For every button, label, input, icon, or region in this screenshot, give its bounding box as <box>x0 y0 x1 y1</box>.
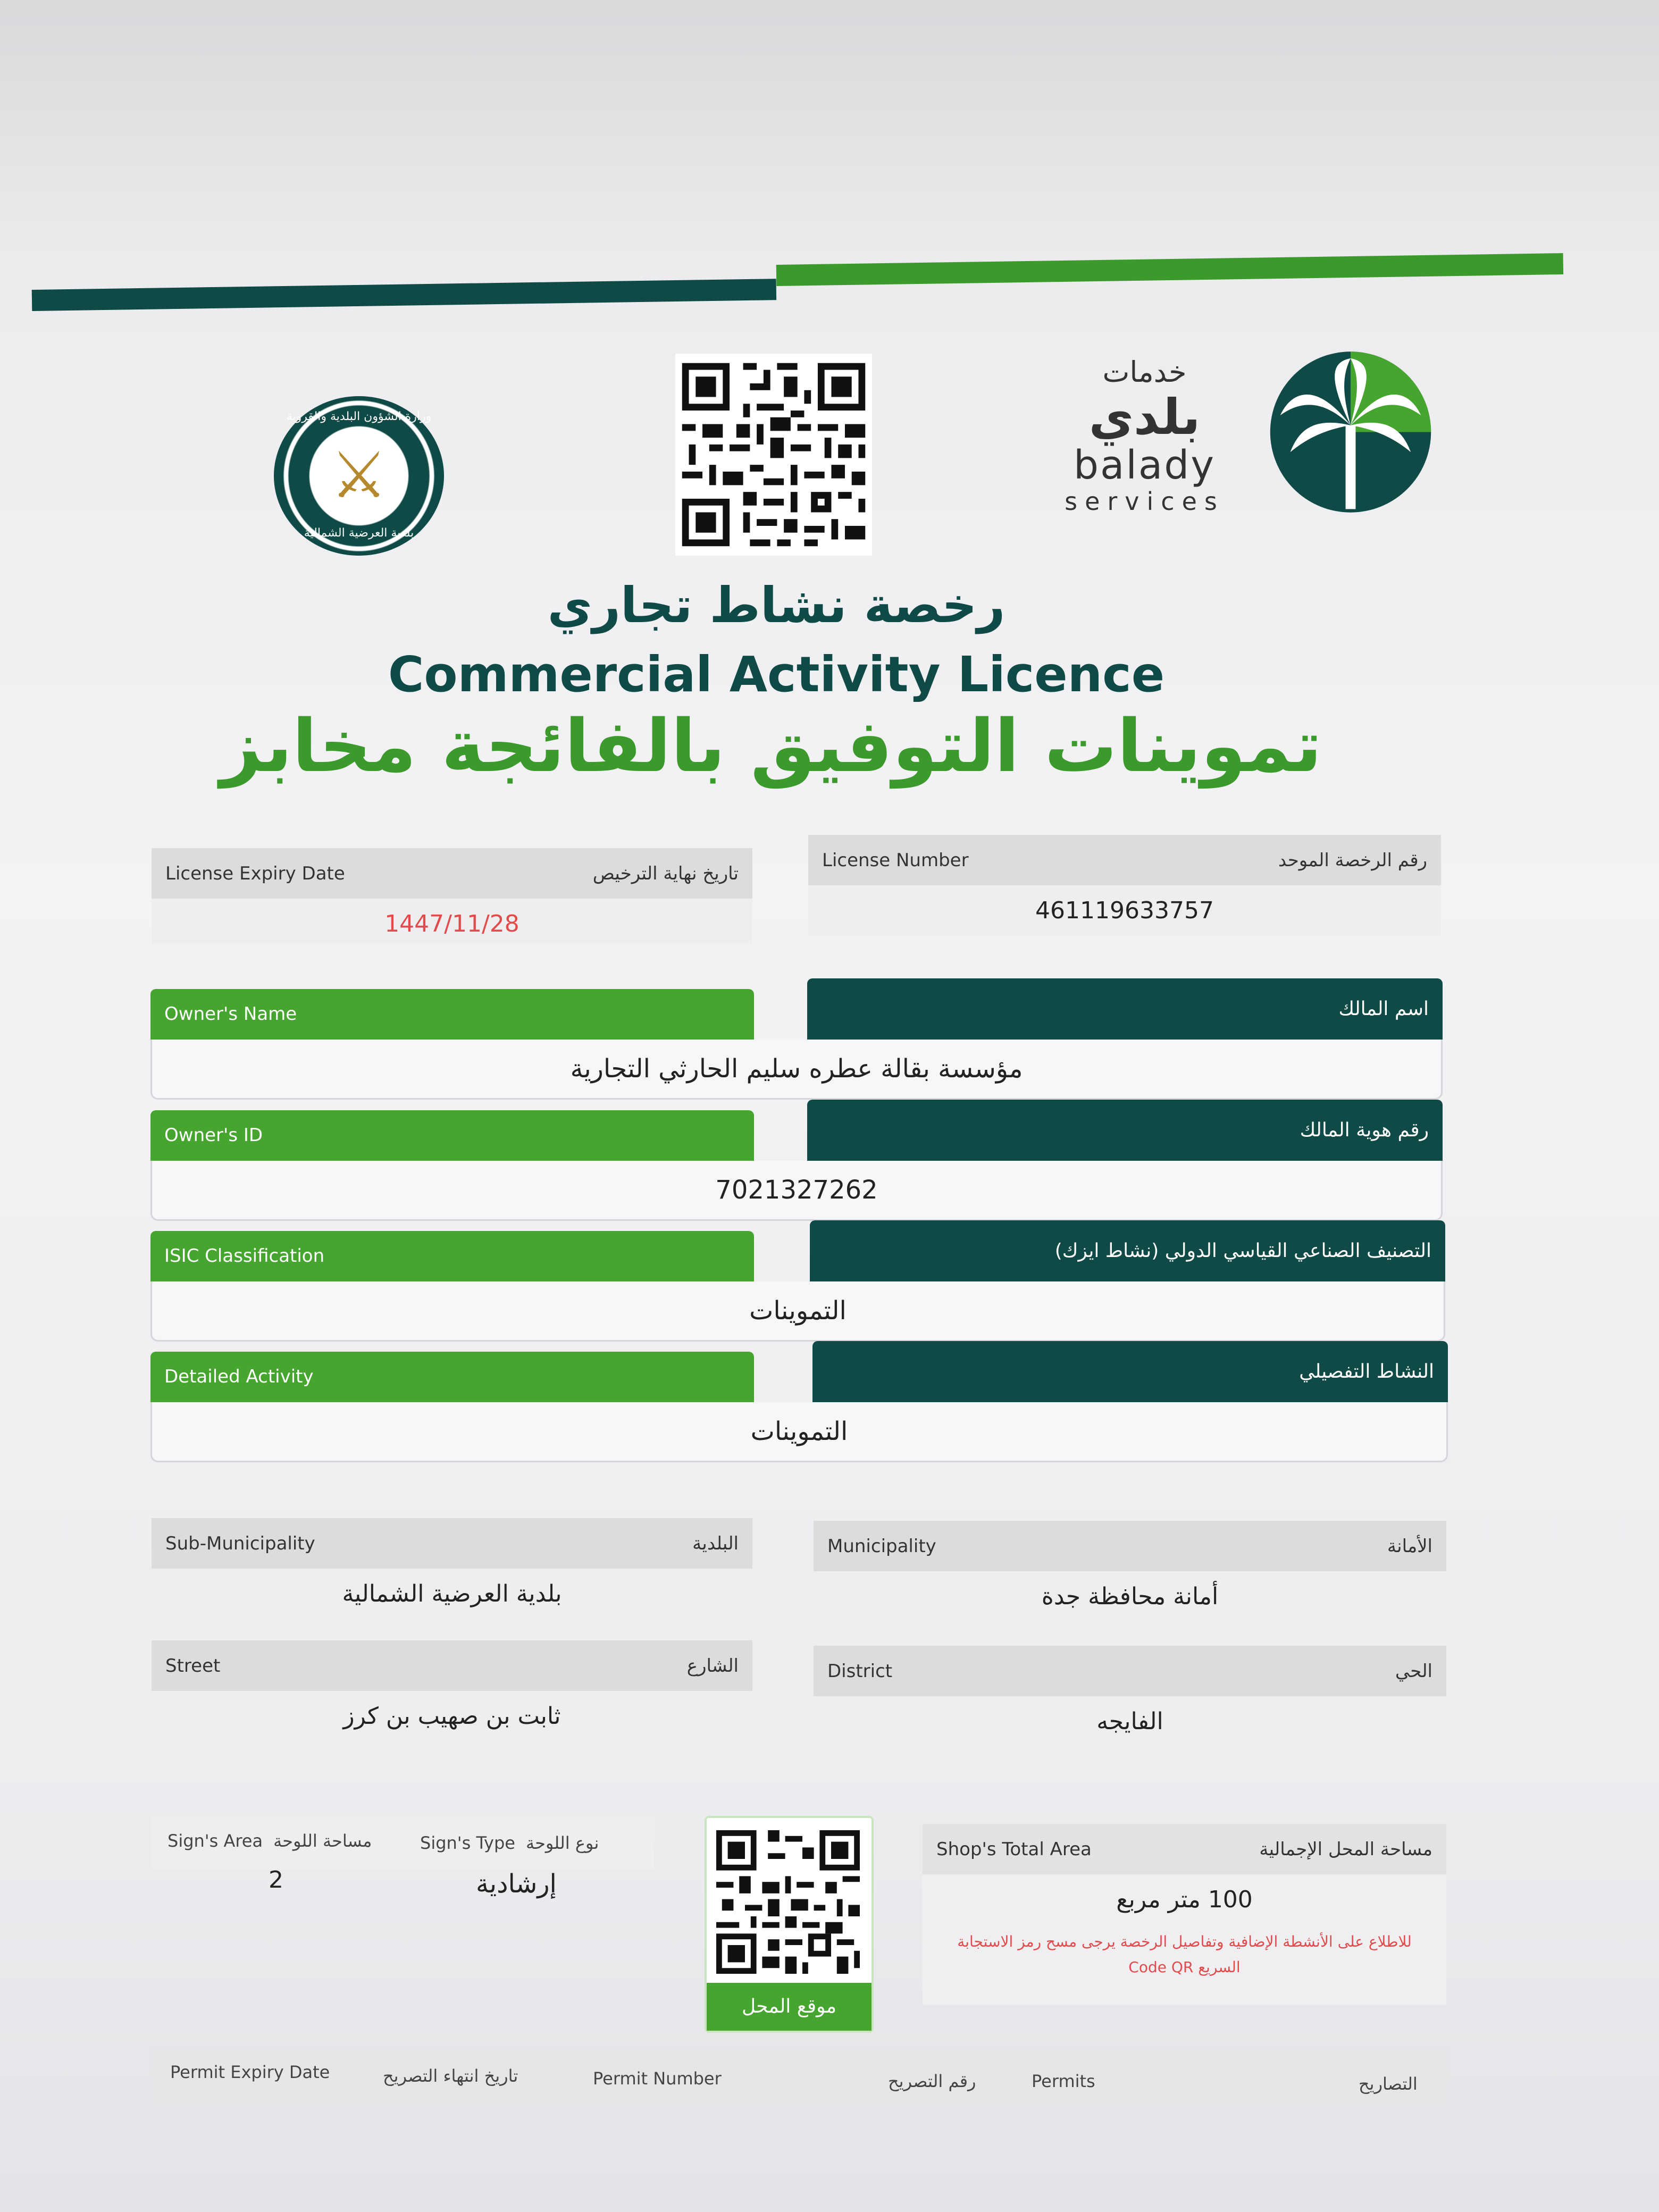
permit-number-label-ar: رقم التصريح <box>888 2071 976 2091</box>
municipality-value: أمانة محافظة جدة <box>1041 1583 1219 1610</box>
seal-text-top: وزارة الشؤون البلدية والقروية <box>286 410 432 423</box>
license-expiry-label-en: License Expiry Date <box>165 862 345 884</box>
district-box <box>814 1646 1446 1747</box>
shop-area-note-2: Code QR السريع <box>1128 1958 1241 1976</box>
license-qr-code[interactable] <box>675 354 872 556</box>
sign-type-value: إرشادية <box>476 1869 557 1899</box>
owner-id-row <box>150 1110 1443 1222</box>
owner-id-value: 7021327262 <box>150 1161 1443 1221</box>
owner-name-value: مؤسسة بقالة عطره سليم الحارثي التجارية <box>150 1040 1443 1100</box>
sign-header <box>152 1816 654 1869</box>
municipality-box <box>814 1521 1446 1616</box>
palm-swords-icon: ⚔ <box>330 439 388 513</box>
detailed-activity-row <box>150 1352 1448 1463</box>
permits-label-en: Permits <box>1032 2071 1095 2091</box>
shop-location-label: موقع المحل <box>707 1983 872 2031</box>
street-box <box>152 1640 752 1736</box>
balady-wordmark <box>1055 354 1234 524</box>
sign-area-label-ar: مساحة اللوحة <box>273 1831 372 1851</box>
license-number-label-ar: رقم الرخصة الموحد <box>1278 849 1427 871</box>
shop-area-note-1: للاطلاع على الأنشطة الإضافية وتفاصيل الرخصة يرجى مسح رمز الاستجابة <box>957 1933 1412 1950</box>
isic-label-ar: التصنيف الصناعي القياسي الدولي (نشاط ايزك) <box>810 1220 1445 1281</box>
isic-row <box>150 1231 1445 1343</box>
license-expiry-label-ar: تاريخ نهاية الترخيص <box>592 862 739 884</box>
sign-area-label-en: Sign's Area <box>167 1831 263 1851</box>
district-label-ar: الحي <box>1395 1660 1432 1682</box>
sign-area-value: 2 <box>269 1866 283 1893</box>
isic-label-en: ISIC Classification <box>150 1231 754 1281</box>
sub-municipality-value: بلدية العرضية الشمالية <box>342 1580 562 1607</box>
qr-code-icon <box>675 354 872 556</box>
sign-type-label-ar: نوع اللوحة <box>525 1833 599 1853</box>
owner-id-label-en: Owner's ID <box>150 1110 754 1161</box>
shop-area-box <box>923 1824 1446 2005</box>
balady-services: services <box>1065 487 1225 516</box>
title-ar: رخصة نشاط تجاري <box>547 577 1006 634</box>
street-label-en: Street <box>165 1655 221 1677</box>
sub-municipality-label-en: Sub-Municipality <box>165 1532 315 1554</box>
permit-expiry-label-en: Permit Expiry Date <box>170 2062 330 2082</box>
isic-value: التموينات <box>150 1281 1445 1342</box>
detailed-activity-label-en: Detailed Activity <box>150 1352 754 1402</box>
seal-text-bottom: بلدية العرضية الشمالية <box>304 526 414 540</box>
balady-ar-main: بلدي <box>1088 389 1201 446</box>
balady-ar-top: خدمات <box>1102 355 1187 389</box>
district-label-en: District <box>827 1660 893 1682</box>
permits-row <box>152 2047 1449 2106</box>
license-expiry-box <box>152 848 752 944</box>
owner-name-row <box>150 989 1443 1101</box>
owner-id-label-ar: رقم هوية المالك <box>807 1100 1443 1161</box>
shop-area-value: 100 متر مربع <box>1116 1886 1253 1913</box>
permit-expiry-label-ar: تاريخ انتهاء التصريح <box>383 2066 518 2086</box>
license-expiry-value: 1447/11/28 <box>384 910 520 937</box>
owner-name-label-en: Owner's Name <box>150 989 754 1040</box>
palm-tree-icon <box>1263 348 1438 516</box>
municipality-label-ar: الأمانة <box>1387 1535 1432 1557</box>
title-en: Commercial Activity Licence <box>388 646 1165 703</box>
shop-location-qr[interactable] <box>705 1816 874 2033</box>
owner-name-label-ar: اسم المالك <box>807 978 1443 1040</box>
shop-area-label-en: Shop's Total Area <box>936 1838 1092 1860</box>
business-name: تموينات التوفيق بالفائجة مخابز <box>220 705 1322 789</box>
ministry-seal-logo <box>274 396 444 556</box>
top-bar-dark <box>32 279 776 311</box>
municipality-label-en: Municipality <box>827 1535 936 1557</box>
top-bar-green <box>776 253 1563 286</box>
sign-type-label-en: Sign's Type <box>420 1833 515 1853</box>
district-value: الفايجه <box>1096 1708 1163 1735</box>
street-label-ar: الشارع <box>686 1655 739 1677</box>
shop-area-label-ar: مساحة المحل الإجمالية <box>1259 1838 1432 1860</box>
detailed-activity-value: التموينات <box>150 1402 1448 1462</box>
detailed-activity-label-ar: النشاط التفصيلي <box>812 1341 1448 1402</box>
license-number-label-en: License Number <box>822 849 969 871</box>
permits-label-ar: التصاريح <box>1359 2074 1418 2094</box>
qr-code-icon <box>716 1828 860 1976</box>
sub-municipality-label-ar: البلدية <box>692 1532 739 1554</box>
license-number-box <box>808 835 1441 936</box>
permit-number-label-en: Permit Number <box>593 2068 722 2089</box>
balady-en: balady <box>1074 442 1216 488</box>
street-value: ثابت بن صهيب بن كرز <box>343 1703 561 1730</box>
sub-municipality-box <box>152 1518 752 1614</box>
license-number-value: 461119633757 <box>1035 897 1214 924</box>
